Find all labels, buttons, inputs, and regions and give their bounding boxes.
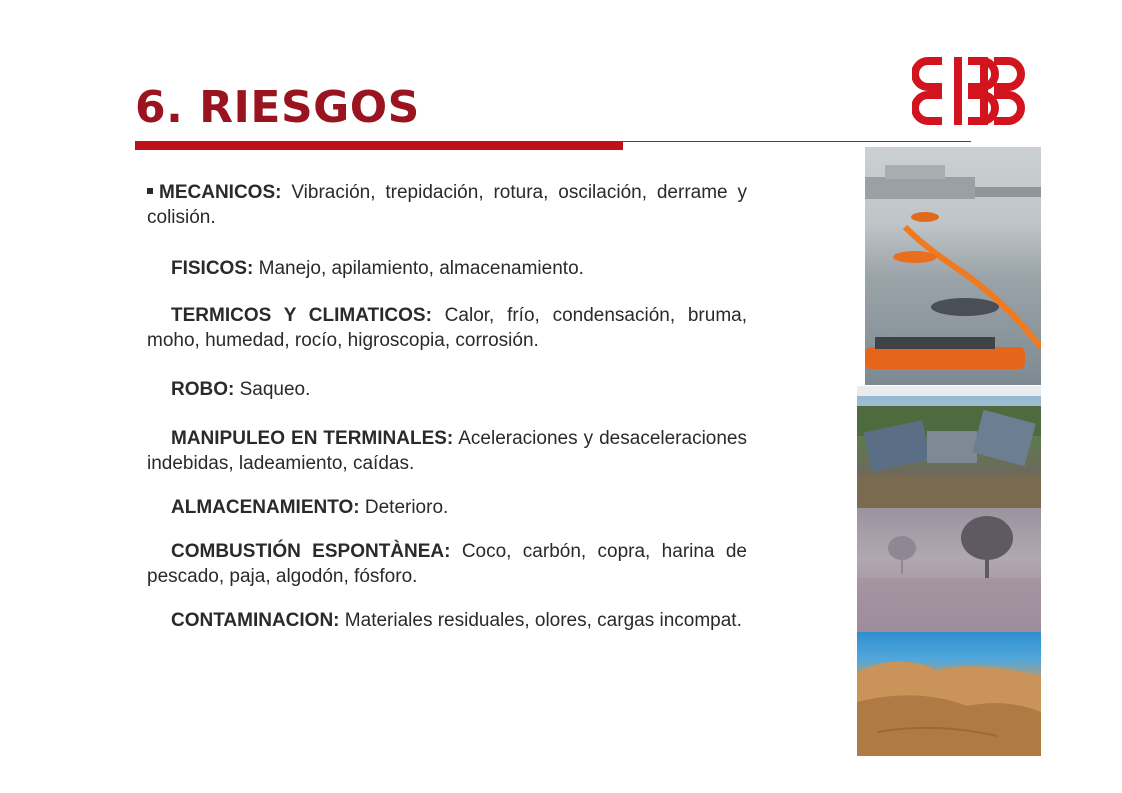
item-text: Aceleraciones y desaceleraciones indebidas, ladeamiento, caídas. <box>147 428 747 474</box>
item-text: Coco, carbón, copra, harina de pescado, paja, algodón, fósforo. <box>147 541 747 587</box>
list-item-manipuleo <box>147 426 747 476</box>
title-underline-thin <box>623 141 971 142</box>
list-item-contaminacion <box>147 608 747 633</box>
item-label: CONTAMINACION: <box>171 610 340 631</box>
item-label: MECANICOS: <box>159 182 282 203</box>
item-text: Calor, frío, condensación, bruma, moho, humedad, rocío, higroscopia, corrosión. <box>147 305 747 351</box>
item-text: Vibración, trepidación, rotura, oscilación, derrame y colisión. <box>147 182 747 228</box>
item-text: Materiales residuales, olores, cargas incompat. <box>339 610 742 631</box>
list-item-robo <box>147 377 747 402</box>
list-item-combustion <box>147 539 747 589</box>
list-item-almacenamiento <box>147 495 747 520</box>
item-label: TERMICOS Y CLIMATICOS: <box>171 305 432 326</box>
list-item-fisicos <box>147 256 747 281</box>
item-text: Manejo, apilamiento, almacenamiento. <box>253 258 584 279</box>
item-label: ROBO: <box>171 379 235 400</box>
photo-train-wreck <box>857 386 1041 508</box>
photo-oil-spill-boom <box>865 147 1041 385</box>
photo-foggy-field <box>857 508 1041 632</box>
list-item-termicos <box>147 303 747 353</box>
item-label: FISICOS: <box>171 258 254 279</box>
item-text: Saqueo. <box>234 379 311 400</box>
title-underline-thick <box>135 141 623 150</box>
page-title: 6. RIESGOS <box>135 82 420 133</box>
item-text: Deterioro. <box>359 497 449 518</box>
item-label: MANIPULEO EN TERMINALES: <box>171 428 454 449</box>
company-logo <box>912 55 1030 127</box>
item-label: ALMACENAMIENTO: <box>171 497 360 518</box>
list-item-mecanicos <box>147 180 747 230</box>
photo-desert-dunes <box>857 632 1041 756</box>
square-bullet-icon <box>147 188 153 194</box>
risk-list <box>147 180 747 633</box>
item-label: COMBUSTIÓN ESPONTÀNEA: <box>171 541 451 562</box>
